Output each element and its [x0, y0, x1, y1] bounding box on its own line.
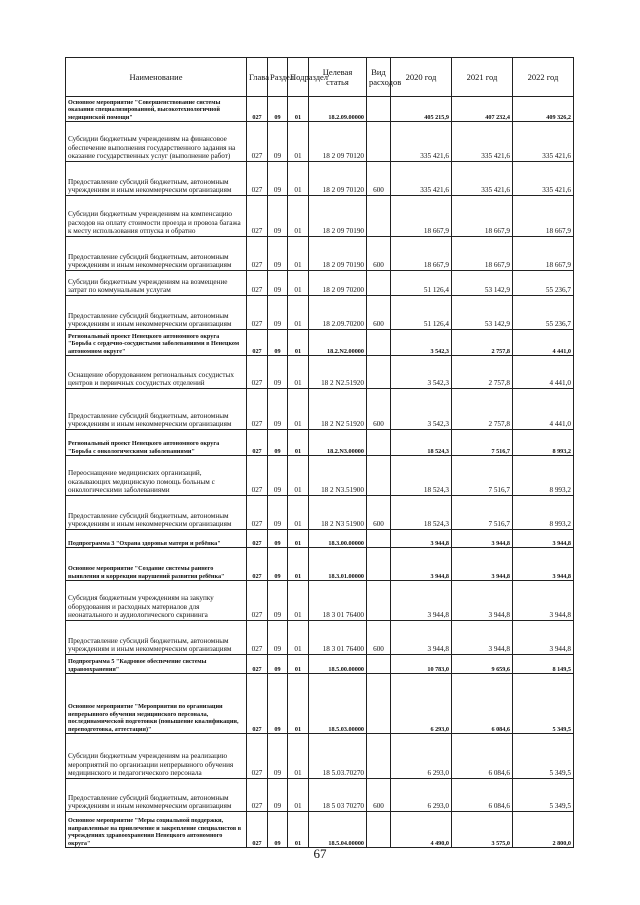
cell-target-article: 18 3 01 76400 [309, 621, 367, 655]
cell-amount-2020: 3 542,3 [391, 356, 452, 389]
table-row [66, 456, 574, 496]
table-row [66, 271, 574, 296]
cell-podrazdel: 01 [288, 196, 309, 237]
cell-podrazdel: 01 [288, 122, 309, 162]
table-row [66, 430, 574, 456]
cell-razdel: 09 [268, 812, 288, 848]
cell-amount-2022: 3 944,8 [513, 548, 574, 581]
cell-amount-2022: 4 441,0 [513, 389, 574, 430]
cell-amount-2021: 53 142,9 [452, 296, 513, 330]
cell-target-article: 18.3.00.00000 [309, 530, 367, 548]
cell-name: Предоставление субсидий бюджетным, автономным учреждениям и иным некоммерческим организациям [66, 389, 247, 430]
table-row [66, 621, 574, 655]
cell-target-article: 18 2 N3 51900 [309, 496, 367, 530]
cell-amount-2020: 405 215,9 [391, 97, 452, 122]
cell-amount-2020: 18 667,9 [391, 196, 452, 237]
cell-amount-2022: 8 993,2 [513, 456, 574, 496]
cell-target-article: 18 3 01 76400 [309, 581, 367, 621]
table-row [66, 97, 574, 122]
cell-target-article: 18.5.03.00000 [309, 674, 367, 734]
cell-expense-type: 600 [367, 296, 391, 330]
cell-name: Основное мероприятие "Меры социальной поддержки, направленные на привлечение и закрепление специалистов в учреждениях здравоохранения Ненецкого автономного округа" [66, 812, 247, 848]
cell-amount-2021: 407 232,4 [452, 97, 513, 122]
cell-name: Основное мероприятие "Мероприятия по организации непрерывного обучения медицинского персонала, послединамической подготовки (повышение квалификации, переподготовка, аттестация)" [66, 674, 247, 734]
cell-expense-type [367, 812, 391, 848]
cell-expense-type [367, 548, 391, 581]
cell-glava: 027 [247, 812, 268, 848]
cell-glava: 027 [247, 655, 268, 674]
cell-name: Региональный проект Ненецкого автономного округа "Борьба с онкологическими заболеваниями" [66, 430, 247, 456]
cell-target-article: 18.2.N3.00000 [309, 430, 367, 456]
cell-target-article: 18 2 09 70120 [309, 122, 367, 162]
cell-target-article: 18 2 09 70200 [309, 271, 367, 296]
cell-podrazdel: 01 [288, 356, 309, 389]
cell-podrazdel: 01 [288, 496, 309, 530]
cell-glava: 027 [247, 237, 268, 271]
cell-name: Региональный проект Ненецкого автономного округа "Борьба с сердечно-сосудистыми заболеваниями в Ненецком автономном округе" [66, 330, 247, 356]
cell-name: Основное мероприятие "Совершенствование системы оказания специализированной, высокотехнологичной медицинской помощи" [66, 97, 247, 122]
cell-razdel: 09 [268, 162, 288, 196]
cell-amount-2020: 6 293,0 [391, 734, 452, 779]
cell-amount-2020: 51 126,4 [391, 296, 452, 330]
cell-glava: 027 [247, 389, 268, 430]
cell-podrazdel: 01 [288, 162, 309, 196]
cell-target-article: 18.5.00.00000 [309, 655, 367, 674]
cell-amount-2022: 8 993,2 [513, 496, 574, 530]
cell-amount-2020: 6 293,0 [391, 779, 452, 812]
cell-razdel: 09 [268, 296, 288, 330]
cell-expense-type [367, 655, 391, 674]
table-row [66, 389, 574, 430]
cell-podrazdel: 01 [288, 674, 309, 734]
cell-amount-2020: 3 944,8 [391, 548, 452, 581]
cell-name: Субсидии бюджетным учреждениям на компенсацию расходов на оплату стоимости проезда и провоза багажа к месту использования отпуска и обратно [66, 196, 247, 237]
cell-name: Субсидии бюджетным учреждениям на реализацию мероприятий по организации непрерывного обучения медицинского и педагогического персонала [66, 734, 247, 779]
cell-expense-type [367, 674, 391, 734]
cell-amount-2020: 3 542,3 [391, 330, 452, 356]
cell-amount-2020: 10 783,0 [391, 655, 452, 674]
cell-podrazdel: 01 [288, 621, 309, 655]
cell-razdel: 09 [268, 734, 288, 779]
cell-amount-2020: 6 293,0 [391, 674, 452, 734]
cell-amount-2022: 2 800,0 [513, 812, 574, 848]
cell-name: Предоставление субсидий бюджетным, автономным учреждениям и иным некоммерческим организациям [66, 621, 247, 655]
cell-expense-type [367, 97, 391, 122]
table-row [66, 330, 574, 356]
cell-razdel: 09 [268, 581, 288, 621]
cell-target-article: 18.2.09.00000 [309, 97, 367, 122]
cell-amount-2020: 335 421,6 [391, 162, 452, 196]
cell-amount-2022: 3 944,8 [513, 581, 574, 621]
cell-razdel: 09 [268, 196, 288, 237]
cell-razdel: 09 [268, 97, 288, 122]
cell-name: Предоставление субсидий бюджетным, автономным учреждениям и иным некоммерческим организациям [66, 296, 247, 330]
cell-name: Переоснащение медицинских организаций, оказывающих медицинскую помощь больным с онкологическими заболеваниями [66, 456, 247, 496]
cell-target-article: 18 2 N2.51920 [309, 356, 367, 389]
cell-amount-2021: 335 421,6 [452, 122, 513, 162]
cell-expense-type [367, 530, 391, 548]
cell-amount-2022: 18 667,9 [513, 237, 574, 271]
cell-amount-2021: 6 084,6 [452, 674, 513, 734]
table-row [66, 296, 574, 330]
table-row [66, 196, 574, 237]
cell-amount-2020: 4 490,0 [391, 812, 452, 848]
cell-glava: 027 [247, 296, 268, 330]
cell-amount-2020: 51 126,4 [391, 271, 452, 296]
cell-glava: 027 [247, 122, 268, 162]
cell-amount-2022: 5 349,5 [513, 674, 574, 734]
cell-podrazdel: 01 [288, 97, 309, 122]
header-year-2022: 2022 год [513, 58, 574, 97]
cell-amount-2022: 3 944,8 [513, 530, 574, 548]
cell-podrazdel: 01 [288, 812, 309, 848]
cell-amount-2021: 3 944,8 [452, 621, 513, 655]
cell-amount-2021: 6 084,6 [452, 779, 513, 812]
header-expense-type: Вид расходов [367, 58, 391, 97]
cell-amount-2020: 335 421,6 [391, 122, 452, 162]
cell-podrazdel: 01 [288, 330, 309, 356]
cell-podrazdel: 01 [288, 655, 309, 674]
cell-amount-2022: 5 349,5 [513, 734, 574, 779]
cell-glava: 027 [247, 548, 268, 581]
cell-amount-2021: 2 757,8 [452, 330, 513, 356]
table-row [66, 734, 574, 779]
cell-glava: 027 [247, 674, 268, 734]
cell-amount-2022: 8 993,2 [513, 430, 574, 456]
cell-expense-type [367, 734, 391, 779]
cell-expense-type [367, 356, 391, 389]
cell-razdel: 09 [268, 389, 288, 430]
cell-amount-2020: 3 944,8 [391, 530, 452, 548]
budget-table-container [65, 57, 573, 848]
cell-expense-type [367, 430, 391, 456]
cell-podrazdel: 01 [288, 581, 309, 621]
cell-glava: 027 [247, 430, 268, 456]
cell-razdel: 09 [268, 674, 288, 734]
cell-amount-2021: 2 757,8 [452, 389, 513, 430]
cell-amount-2021: 6 084,6 [452, 734, 513, 779]
cell-name: Субсидия бюджетным учреждениям на закупку оборудования и расходных материалов для неонатального и аудиологического скрининга [66, 581, 247, 621]
cell-target-article: 18 2 N2 51920 [309, 389, 367, 430]
table-row [66, 581, 574, 621]
budget-table [65, 57, 574, 848]
cell-amount-2022: 4 441,0 [513, 356, 574, 389]
cell-name: Предоставление субсидий бюджетным, автономным учреждениям и иным некоммерческим организациям [66, 237, 247, 271]
cell-razdel: 09 [268, 530, 288, 548]
cell-podrazdel: 01 [288, 271, 309, 296]
cell-amount-2021: 7 516,7 [452, 496, 513, 530]
page-number: 67 [313, 846, 327, 861]
cell-podrazdel: 01 [288, 430, 309, 456]
cell-name: Предоставление субсидий бюджетным, автономным учреждениям и иным некоммерческим организациям [66, 496, 247, 530]
cell-amount-2020: 18 524,3 [391, 430, 452, 456]
cell-razdel: 09 [268, 430, 288, 456]
cell-razdel: 09 [268, 456, 288, 496]
cell-amount-2021: 18 667,9 [452, 237, 513, 271]
cell-expense-type: 600 [367, 621, 391, 655]
cell-expense-type [367, 581, 391, 621]
cell-glava: 027 [247, 97, 268, 122]
table-row [66, 237, 574, 271]
cell-expense-type: 600 [367, 779, 391, 812]
cell-target-article: 18 2 09 70190 [309, 196, 367, 237]
cell-amount-2022: 55 236,7 [513, 271, 574, 296]
cell-glava: 027 [247, 734, 268, 779]
cell-razdel: 09 [268, 779, 288, 812]
cell-amount-2021: 18 667,9 [452, 196, 513, 237]
cell-glava: 027 [247, 271, 268, 296]
cell-glava: 027 [247, 779, 268, 812]
cell-glava: 027 [247, 581, 268, 621]
cell-amount-2020: 3 944,8 [391, 581, 452, 621]
cell-expense-type: 600 [367, 389, 391, 430]
cell-glava: 027 [247, 496, 268, 530]
cell-target-article: 18 5 03 70270 [309, 779, 367, 812]
table-row [66, 548, 574, 581]
cell-expense-type [367, 196, 391, 237]
cell-target-article: 18 5.03.70270 [309, 734, 367, 779]
cell-target-article: 18 2 09 70190 [309, 237, 367, 271]
cell-podrazdel: 01 [288, 389, 309, 430]
cell-target-article: 18.5.04.00000 [309, 812, 367, 848]
table-header-row [66, 58, 574, 97]
cell-podrazdel: 01 [288, 734, 309, 779]
cell-podrazdel: 01 [288, 296, 309, 330]
cell-amount-2022: 335 421,6 [513, 162, 574, 196]
cell-amount-2021: 335 421,6 [452, 162, 513, 196]
cell-amount-2022: 5 349,5 [513, 779, 574, 812]
table-row [66, 162, 574, 196]
cell-amount-2021: 53 142,9 [452, 271, 513, 296]
cell-glava: 027 [247, 330, 268, 356]
cell-amount-2021: 3 944,8 [452, 548, 513, 581]
cell-target-article: 18.3.01.00000 [309, 548, 367, 581]
cell-glava: 027 [247, 162, 268, 196]
cell-amount-2020: 18 524,3 [391, 496, 452, 530]
cell-name: Подпрограмма 3 "Охрана здоровья матери и ребёнка" [66, 530, 247, 548]
cell-name: Предоставление субсидий бюджетным, автономным учреждениям и иным некоммерческим организациям [66, 779, 247, 812]
cell-expense-type: 600 [367, 237, 391, 271]
cell-amount-2020: 3 944,8 [391, 621, 452, 655]
cell-name: Предоставление субсидий бюджетным, автономным учреждениям и иным некоммерческим организациям [66, 162, 247, 196]
table-row [66, 812, 574, 848]
header-name: Наименование [66, 58, 247, 97]
table-row [66, 530, 574, 548]
cell-amount-2022: 8 149,5 [513, 655, 574, 674]
cell-name: Субсидии бюджетным учреждениям на финансовое обеспечение выполнения государственного задания на оказание государственных услуг (выполнение работ) [66, 122, 247, 162]
cell-amount-2020: 18 524,3 [391, 456, 452, 496]
cell-target-article: 18.2.N2.00000 [309, 330, 367, 356]
table-row [66, 122, 574, 162]
cell-amount-2021: 3 944,8 [452, 581, 513, 621]
cell-name: Основное мероприятие "Создание системы раннего выявления и коррекции нарушений развития ребёнка" [66, 548, 247, 581]
cell-target-article: 18 2 09 70120 [309, 162, 367, 196]
cell-expense-type [367, 122, 391, 162]
cell-target-article: 18 2 N3.51900 [309, 456, 367, 496]
cell-razdel: 09 [268, 356, 288, 389]
cell-glava: 027 [247, 621, 268, 655]
header-year-2020: 2020 год [391, 58, 452, 97]
cell-razdel: 09 [268, 271, 288, 296]
cell-expense-type [367, 271, 391, 296]
cell-expense-type: 600 [367, 496, 391, 530]
cell-podrazdel: 01 [288, 548, 309, 581]
table-body [66, 97, 574, 848]
cell-amount-2022: 55 236,7 [513, 296, 574, 330]
cell-amount-2022: 4 441,0 [513, 330, 574, 356]
cell-podrazdel: 01 [288, 456, 309, 496]
cell-podrazdel: 01 [288, 237, 309, 271]
cell-podrazdel: 01 [288, 779, 309, 812]
cell-amount-2021: 2 757,8 [452, 356, 513, 389]
header-glava: Глава [247, 58, 268, 97]
cell-name: Оснащение оборудованием региональных сосудистых центров и первичных сосудистых отделений [66, 356, 247, 389]
cell-name: Субсидии бюджетным учреждениям на возмещение затрат по коммунальным услугам [66, 271, 247, 296]
cell-razdel: 09 [268, 237, 288, 271]
header-podrazdel: Подраздел [288, 58, 309, 97]
cell-expense-type: 600 [367, 162, 391, 196]
cell-expense-type [367, 456, 391, 496]
cell-name: Подпрограмма 5 "Кадровое обеспечение системы здравоохранения" [66, 655, 247, 674]
header-razdel: Раздел [268, 58, 288, 97]
cell-amount-2021: 3 575,0 [452, 812, 513, 848]
cell-amount-2022: 335 421,6 [513, 122, 574, 162]
cell-razdel: 09 [268, 330, 288, 356]
cell-amount-2022: 18 667,9 [513, 196, 574, 237]
table-row [66, 496, 574, 530]
cell-glava: 027 [247, 530, 268, 548]
cell-amount-2021: 9 659,6 [452, 655, 513, 674]
cell-amount-2020: 18 667,9 [391, 237, 452, 271]
cell-amount-2021: 7 516,7 [452, 430, 513, 456]
cell-razdel: 09 [268, 122, 288, 162]
cell-razdel: 09 [268, 621, 288, 655]
cell-podrazdel: 01 [288, 530, 309, 548]
cell-glava: 027 [247, 196, 268, 237]
cell-expense-type [367, 330, 391, 356]
cell-target-article: 18 2.09.70200 [309, 296, 367, 330]
cell-razdel: 09 [268, 496, 288, 530]
cell-amount-2022: 3 944,8 [513, 621, 574, 655]
cell-amount-2020: 3 542,3 [391, 389, 452, 430]
table-row [66, 655, 574, 674]
cell-amount-2021: 3 944,8 [452, 530, 513, 548]
cell-glava: 027 [247, 456, 268, 496]
cell-amount-2022: 409 326,2 [513, 97, 574, 122]
cell-glava: 027 [247, 356, 268, 389]
cell-amount-2021: 7 516,7 [452, 456, 513, 496]
table-row [66, 779, 574, 812]
table-row [66, 356, 574, 389]
cell-razdel: 09 [268, 655, 288, 674]
header-year-2021: 2021 год [452, 58, 513, 97]
header-target-article: Целевая статья [309, 58, 367, 97]
table-row [66, 674, 574, 734]
cell-razdel: 09 [268, 548, 288, 581]
